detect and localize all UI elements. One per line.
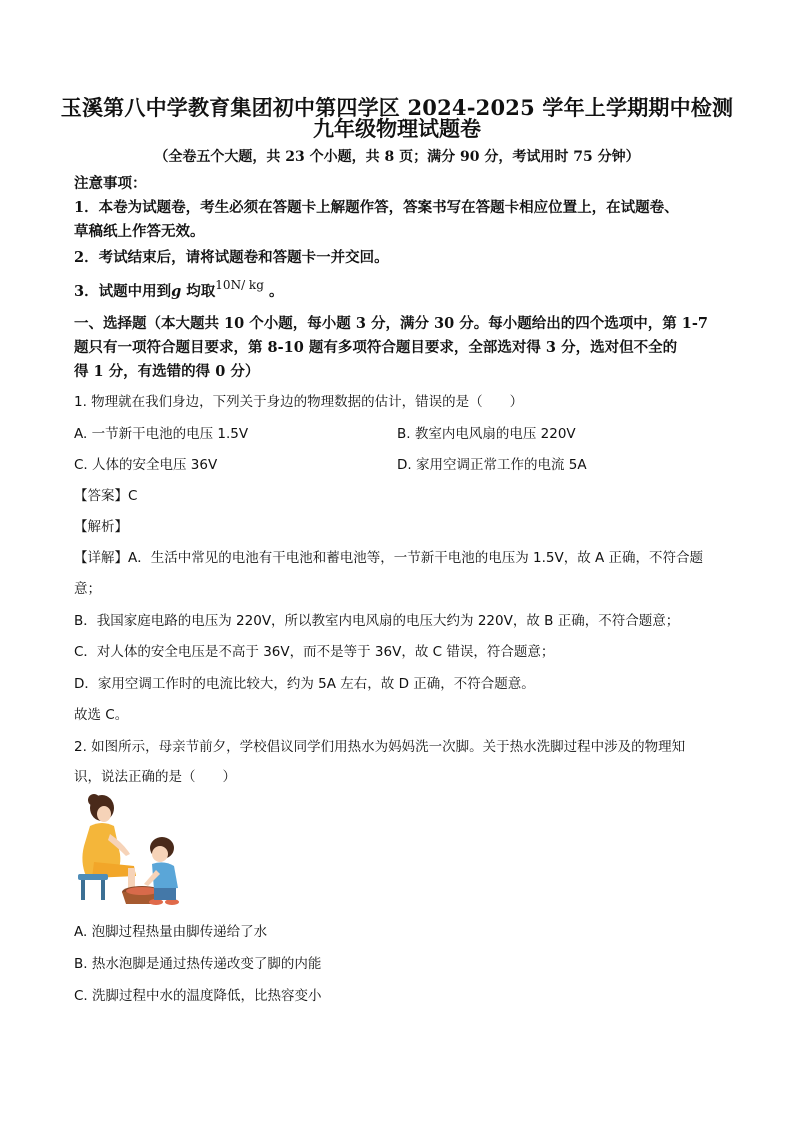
q2-option-b: B. 热水泡脚是通过热传递改变了脚的内能 xyxy=(74,956,322,972)
q1-detail-line2: 意； xyxy=(74,581,101,597)
q1-analysis-label: 【解析】 xyxy=(74,519,128,535)
notice-item-1-line2: 草稿纸上作答无效。 xyxy=(74,223,205,240)
exam-title-line2: 九年级物理试题卷 xyxy=(313,116,481,141)
q1-detail-d: D．家用空调工作时的电流比较大，约为 5A 左右，故 D 正确，不符合题意。 xyxy=(74,676,535,692)
q1-detail-b: B．我国家庭电路的电压为 220V，所以教室内电风扇的电压大约为 220V，故 B 正确，不符合题意； xyxy=(74,613,680,629)
q1-detail-c: C．对人体的安全电压是不高于 36V，而不是等于 36V，故 C 错误，符合题意； xyxy=(74,644,555,660)
exam-title-line1: 玉溪第八中学教育集团初中第四学区 2024-2025 学年上学期期中检测 xyxy=(60,95,734,120)
q1-option-a: A. 一节新干电池的电压 1.5V xyxy=(74,426,249,442)
notice-item-3-value: 10N/ kg xyxy=(215,278,264,292)
notice-item-3 xyxy=(74,280,734,301)
q1-conclusion: 故选 C。 xyxy=(74,707,129,723)
section1-desc-line3: 得 1 分，有选错的得 0 分） xyxy=(74,363,260,380)
q1-option-d: D. 家用空调正常工作的电流 5A xyxy=(397,457,587,473)
q2-option-a: A. 泡脚过程热量由脚传递给了水 xyxy=(74,924,268,940)
notice-item-3-g: g xyxy=(171,283,182,300)
mother-child-footwash-illustration xyxy=(72,792,190,908)
notice-heading: 注意事项： xyxy=(74,175,147,192)
q1-answer: 【答案】C xyxy=(74,488,138,504)
notice-item-2: 2．考试结束后，请将试题卷和答题卡一并交回。 xyxy=(74,249,389,266)
q2-option-c: C. 洗脚过程中水的温度降低，比热容变小 xyxy=(74,988,322,1004)
section1-desc-line1: 一、选择题（本大题共 10 个小题，每小题 3 分，满分 30 分。每小题给出的四个选项中，第 1-7 xyxy=(74,315,708,332)
q1-detail-line1: 【详解】A．生活中常见的电池有干电池和蓄电池等，一节新干电池的电压为 1.5V，故 A 正确，不符合题 xyxy=(74,550,704,566)
q1-stem: 1. 物理就在我们身边，下列关于身边的物理数据的估计，错误的是（ ） xyxy=(74,394,524,410)
q1-option-b: B. 教室内电风扇的电压 220V xyxy=(397,426,576,442)
q2-stem-line1: 2. 如图所示，母亲节前夕，学校倡议同学们用热水为妈妈洗一次脚。关于热水洗脚过程中涉及的物理知 xyxy=(74,739,686,755)
notice-item-1-line1: 1．本卷为试题卷，考生必须在答题卡上解题作答，答案书写在答题卡相应位置上，在试题卷、 xyxy=(74,199,679,216)
q1-option-c: C. 人体的安全电压 36V xyxy=(74,457,218,473)
exam-subtitle: （全卷五个大题，共 23 个小题，共 8 页；满分 90 分，考试用时 75 分钟） xyxy=(154,149,640,165)
notice-item-3-suffix: 。 xyxy=(263,283,284,300)
notice-item-3-mid: 均取 xyxy=(181,283,216,300)
q2-stem-line2: 识，说法正确的是（ ） xyxy=(74,769,236,785)
notice-item-3-prefix: 3．试题中用到 xyxy=(74,283,172,300)
section1-desc-line2: 题只有一项符合题目要求，第 8-10 题有多项符合题目要求，全部选对得 3 分，选对但不全的 xyxy=(74,339,678,356)
